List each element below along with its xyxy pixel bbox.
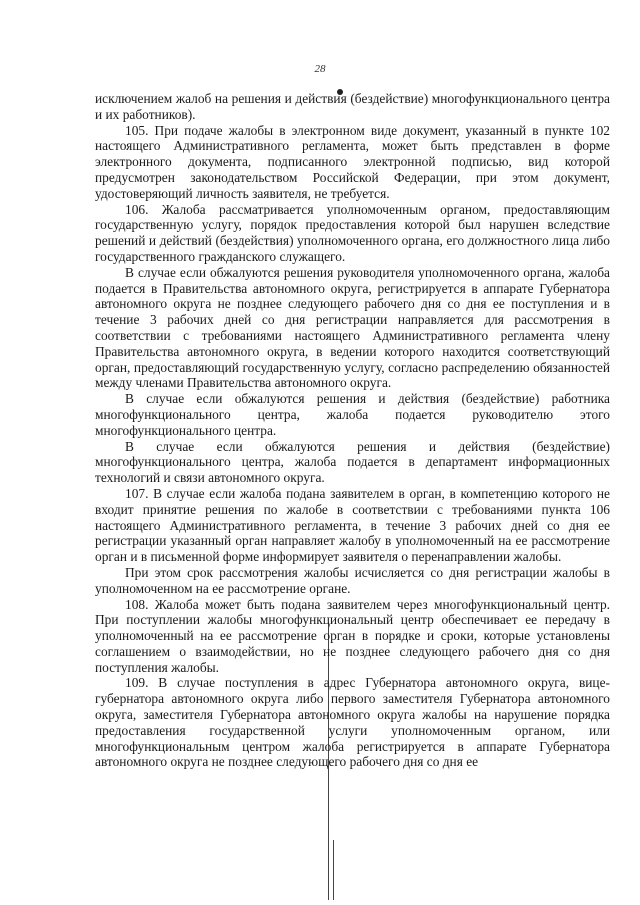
page-number: 28 <box>314 63 326 75</box>
paragraph: 109. В случае поступления в адрес Губернатора автономного округа, вице-губернатора автономного округа либо первого заместителя Губернатора автономного округа, заместителя Губернатора автономного округа жалобы на нарушение порядка предоставления государственной услуги уполномоченным органом, или многофункциональным центром жалоба регистрируется в аппарате Губернатора автономного округа не позднее следующего рабочего дня со дня ее <box>95 675 610 770</box>
document-body <box>95 91 610 770</box>
paragraph: 108. Жалоба может быть подана заявителем через многофункциональный центр. При поступлении жалобы многофункциональный центр обеспечивает ее передачу в уполномоченный на ее рассмотрение орган в порядке и сроки, которые установлены соглашением о взаимодействии, но не позднее следующего рабочего дня со дня поступления жалобы. <box>95 596 610 675</box>
scan-artifact-line <box>333 840 334 900</box>
paragraph: 105. При подаче жалобы в электронном виде документ, указанный в пункте 102 настоящего Административного регламента, может быть представлен в форме электронного документа, подписанного электронной подписью, вид которой предусмотрен законодательством Российской Федерации, при этом документ, удостоверяющий личность заявителя, не требуется. <box>95 122 610 201</box>
paragraph: В случае если обжалуются решения и действия (бездействие) работника многофункционального центра, жалоба подается руководителю этого многофункционального центра. <box>95 391 610 438</box>
paragraph: 106. Жалоба рассматривается уполномоченным органом, предоставляющим государственную услугу, порядок предоставления которой был нарушен вследствие решений и действий (бездействия) уполномоченного органа, его должностного лица либо государственного гражданского служащего. <box>95 201 610 264</box>
paragraph: исключением жалоб на решения и действия (бездействие) многофункционального центра и их работников). <box>95 91 610 122</box>
paragraph: При этом срок рассмотрения жалобы исчисляется со дня регистрации жалобы в уполномоченном на ее рассмотрение органе. <box>95 564 610 596</box>
paragraph: В случае если обжалуются решения руководителя уполномоченного органа, жалоба подается в Правительства автономного округа, регистрируется в аппарате Губернатора автономного округа не позднее следующего рабочего дня со дня ее поступления и в течение 3 рабочих дней со дня регистрации направляется для рассмотрения в соответствии с требованиями настоящего Административного регламента члену Правительства автономного округа, в ведении которого находится соответствующий орган, предоставляющий государственную услугу, согласно распределению обязанностей между членами Правительства автономного округа. <box>95 264 610 391</box>
paragraph: В случае если обжалуются решения и действия (бездействие) многофункционального центра, жалоба подается в департамент информационных технологий и связи автономного округа. <box>95 438 610 486</box>
paragraph: 107. В случае если жалоба подана заявителем в орган, в компетенцию которого не входит принятие решения по жалобе в соответствии с требованиями пункта 106 настоящего Административного регламента, в течение 3 рабочих дней со дня ее регистрации указанный орган направляет жалобу в уполномоченный на ее рассмотрение орган и в письменной форме информирует заявителя о перенаправлении жалобы. <box>95 485 610 565</box>
